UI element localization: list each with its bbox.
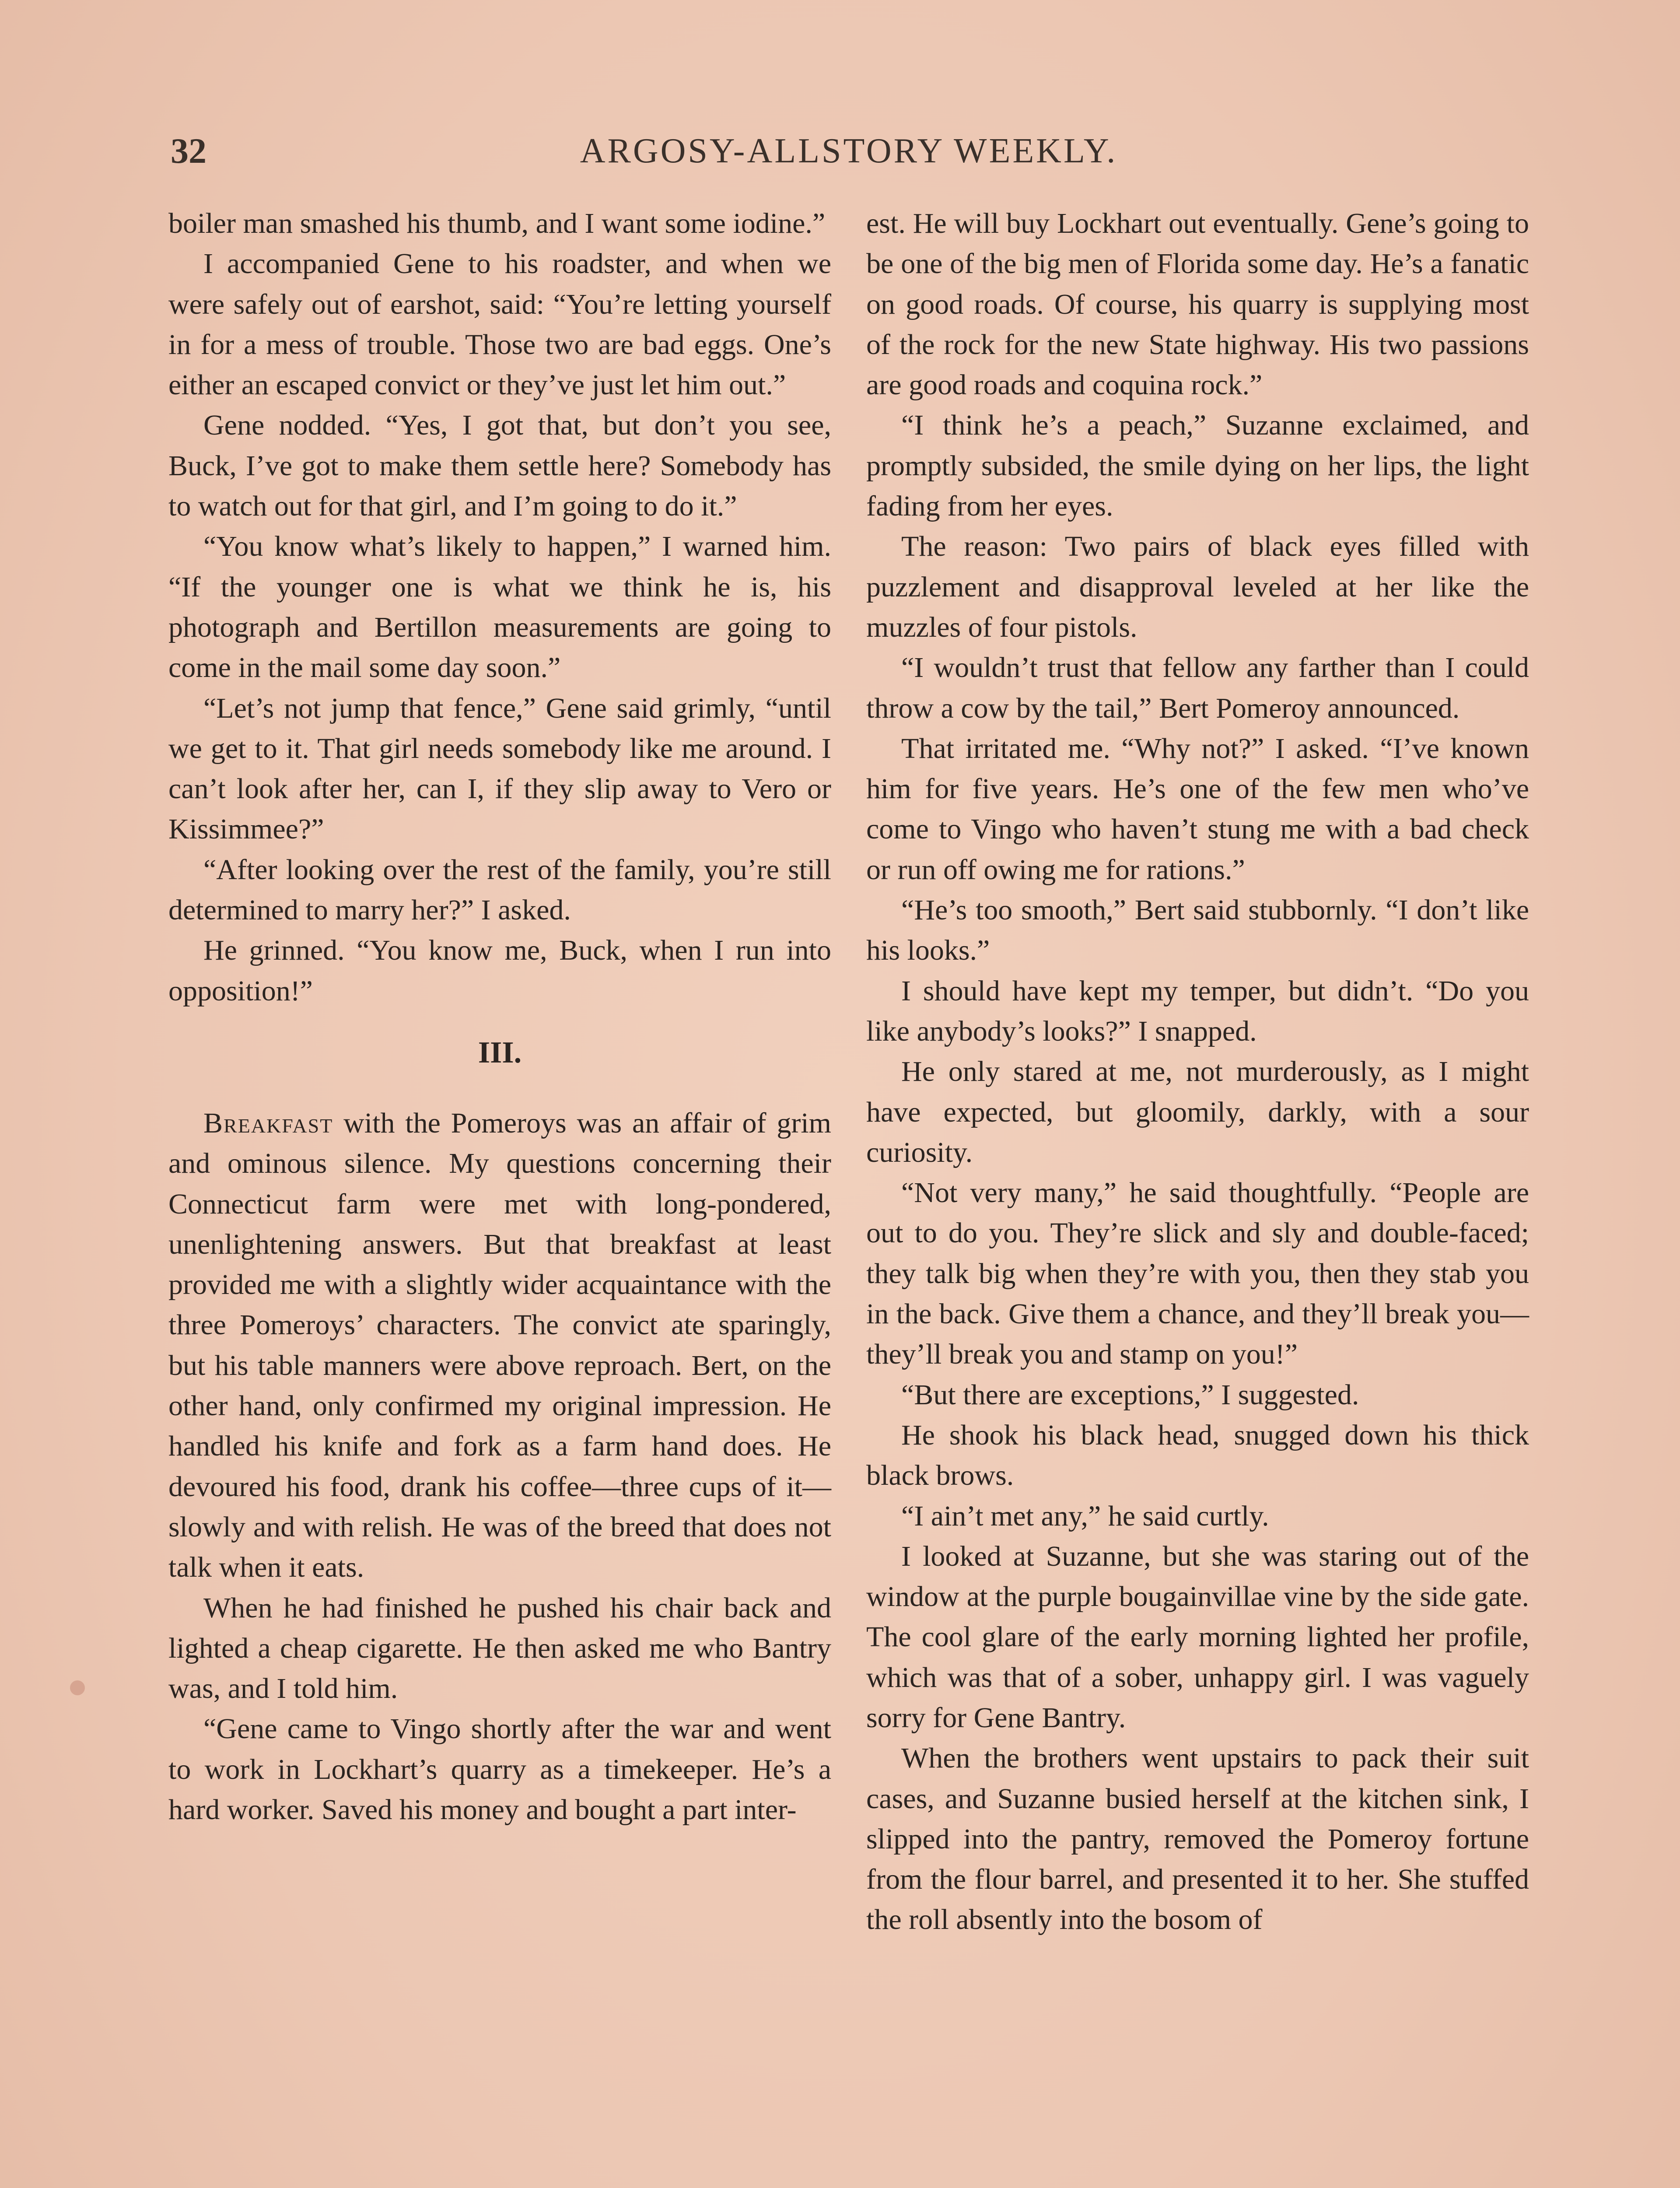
ink-blot <box>70 1680 85 1695</box>
paragraph: The reason: Two pairs of black eyes filled with puzzlement and disapproval leveled at her like the muzzles of four pistols. <box>866 530 1529 643</box>
paragraph: “I ain’t met any,” he said curtly. <box>901 1500 1269 1532</box>
page-number: 32 <box>171 131 206 171</box>
lead-word: Breakfast <box>203 1107 333 1139</box>
left-column <box>168 203 831 1830</box>
paragraph: “I think he’s a peach,” Suzanne exclaimed, and promptly subsided, the smile dying on her lips, the light fading from her eyes. <box>866 409 1529 522</box>
paragraph: When the brothers went upstairs to pack their suit cases, and Suzanne busied herself at the kitchen sink, I slipped into the pantry, removed the Pomeroy fortune from the flour barrel, and presented it to her. She stuffed the roll absently into the bosom of <box>866 1742 1529 1936</box>
paragraph: I should have kept my temper, but didn’t. “Do you like anybody’s looks?” I snapped. <box>866 975 1529 1047</box>
paragraph-text: with the Pomeroys was an affair of grim and ominous silence. My questions concerning their Connecticut farm were met with long-pondered, unenlightening answers. But that breakfast at least provided me with a slightly wider acquaintance with the three Pomeroys’ characters. The convict ate sparingly, but his table manners were above reproach. Bert, on the other hand, only confirmed my original impression. He handled his knife and fork as a farm hand does. He devoured his food, drank his coffee—three cups of it—slowly and with relish. He was of the breed that does not talk when it eats. <box>168 1107 831 1584</box>
paragraph: “Let’s not jump that fence,” Gene said grimly, “until we get to it. That girl needs somebody like me around. I can’t look after her, can I, if they slip away to Vero or Kissimmee?” <box>168 692 831 845</box>
paragraph: He grinned. “You know me, Buck, when I run into opposition!” <box>168 934 831 1007</box>
section-first-paragraph <box>168 1103 831 1588</box>
running-head: ARGOSY-ALLSTORY WEEKLY. <box>580 132 1118 170</box>
paragraph: “Not very many,” he said thoughtfully. “People are out to do you. They’re slick and sly and double-faced; they talk big when they’re with you, then they stab you in the back. Give them a chance, and they’ll break you—they’ll break you and stamp on you!” <box>866 1177 1529 1371</box>
paragraph: est. He will buy Lockhart out eventually. Gene’s going to be one of the big men of Florida some day. He’s a fanatic on good roads. Of course, his quarry is supplying most of the rock for the new State highway. His two passions are good roads and coquina rock.” <box>866 207 1529 401</box>
paragraph: When he had finished he pushed his chair back and lighted a cheap cigarette. He then asked me who Bantry was, and I told him. <box>168 1592 831 1705</box>
section-heading: III. <box>478 1035 522 1069</box>
paragraph: Gene nodded. “Yes, I got that, but don’t you see, Buck, I’ve got to make them settle here? Somebody has to watch out for that girl, and I’m going to do it.” <box>168 409 831 522</box>
paragraph: “But there are exceptions,” I suggested. <box>901 1378 1359 1411</box>
paragraph: I accompanied Gene to his roadster, and when we were safely out of earshot, said: “You’re letting yourself in for a mess of trouble. Those two are bad eggs. One’s either an escaped convict or they’ve just let him out.” <box>168 248 831 401</box>
page-header <box>171 127 1527 175</box>
paragraph: “You know what’s likely to happen,” I warned him. “If the younger one is what we think he is, his photograph and Bertillon measurements are going to come in the mail some day soon.” <box>168 530 831 684</box>
paragraph: I looked at Suzanne, but she was staring out of the window at the purple bougainvillae vine by the side gate. The cool glare of the early morning lighted her profile, which was that of a sober, unhappy girl. I was vaguely sorry for Gene Bantry. <box>866 1540 1529 1734</box>
paragraph: “Gene came to Vingo shortly after the war and went to work in Lockhart’s quarry as a timekeeper. He’s a hard worker. Saved his money and bought a part inter- <box>168 1713 831 1826</box>
paragraph: He shook his black head, snugged down his thick black brows. <box>866 1419 1529 1492</box>
paragraph: He only stared at me, not murderously, as I might have expected, but gloomily, darkly, with a sour curiosity. <box>866 1055 1529 1168</box>
paragraph: “After looking over the rest of the family, you’re still determined to marry her?” I asked. <box>168 853 831 926</box>
paragraph: “He’s too smooth,” Bert said stubbornly. “I don’t like his looks.” <box>866 894 1529 967</box>
paragraph: “I wouldn’t trust that fellow any farther than I could throw a cow by the tail,” Bert Pomeroy announced. <box>866 652 1529 724</box>
paragraph: boiler man smashed his thumb, and I want some iodine.” <box>168 207 826 239</box>
paragraph: That irritated me. “Why not?” I asked. “I’ve known him for five years. He’s one of the few men who’ve come to Vingo who haven’t stung me with a bad check or run off owing me for rations.” <box>866 732 1529 886</box>
right-column <box>866 203 1529 1940</box>
